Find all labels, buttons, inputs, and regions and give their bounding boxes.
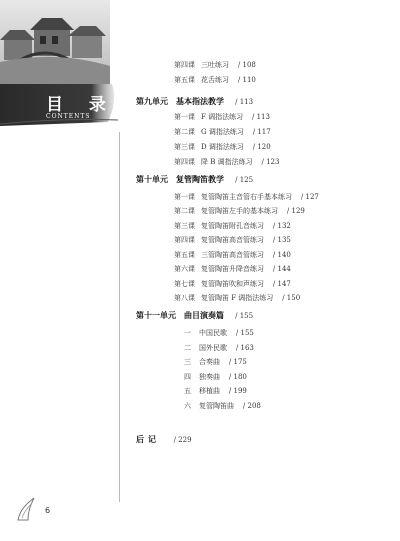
lesson-label: 第七课 [174, 280, 195, 288]
page-ref: / 113 [252, 113, 270, 121]
page-ref: / 125 [235, 176, 254, 184]
item-title: 国外民歌 [199, 344, 227, 352]
page-ref: / 199 [228, 387, 247, 395]
margin-rule [119, 132, 120, 502]
toc-afterword [136, 434, 192, 445]
page-ref: / 150 [282, 294, 301, 302]
lesson-label: 第五课 [174, 76, 195, 84]
toc-lesson [174, 206, 305, 216]
item-label: 三 [184, 358, 191, 366]
toc-lesson [174, 279, 291, 289]
toc-unit-11 [136, 310, 253, 321]
item-label: 四 [184, 373, 191, 381]
toc-lesson [174, 221, 291, 231]
lesson-label: 第五课 [174, 251, 195, 259]
item-title: 中国民歌 [199, 329, 227, 337]
toc-lesson [174, 157, 279, 167]
item-label: 二 [184, 344, 191, 352]
toc-lesson [174, 250, 291, 260]
toc-item [184, 357, 247, 367]
item-title: 移植曲 [199, 387, 220, 395]
item-label: 五 [184, 387, 191, 395]
toc-lesson [174, 75, 256, 85]
toc-lesson [174, 293, 300, 303]
toc-unit-9 [136, 96, 253, 107]
lesson-title: 复管陶笛吹和声练习 [201, 280, 264, 288]
item-title: 合奏曲 [199, 358, 220, 366]
lesson-label: 第三课 [174, 222, 195, 230]
lesson-title: 复管陶笛高音管练习 [201, 236, 264, 244]
toc-lesson [174, 127, 271, 137]
unit-label: 第十单元 [136, 174, 168, 184]
lesson-label: 第三课 [174, 143, 195, 151]
lesson-label: 第二课 [174, 128, 195, 136]
lesson-label: 第四课 [174, 61, 195, 69]
lesson-title: 降 B 调指法练习 [201, 158, 253, 166]
corner-ornament-icon [14, 494, 42, 522]
lesson-label: 第四课 [174, 236, 195, 244]
page-ref: / 135 [272, 236, 291, 244]
toc-lesson [174, 60, 256, 70]
unit-label: 第十一单元 [136, 310, 176, 320]
page-ref: / 123 [261, 158, 280, 166]
unit-title: 基本指法教学 [176, 96, 224, 106]
lesson-label: 第一课 [174, 193, 195, 201]
lesson-title: 复管陶笛 F 调指法练习 [201, 294, 274, 302]
page-ref: / 155 [235, 329, 254, 337]
page-ref: / 108 [237, 61, 256, 69]
lesson-label: 第四课 [174, 158, 195, 166]
lesson-title: G 调指法练习 [201, 128, 244, 136]
page-ref: / 132 [272, 222, 291, 230]
page-ref: / 117 [252, 128, 271, 136]
toc-lesson [174, 142, 271, 152]
toc-lesson [174, 112, 270, 122]
item-title: 独奏曲 [199, 373, 220, 381]
lesson-title: D 调指法练习 [201, 143, 244, 151]
unit-title: 复管陶笛教学 [176, 174, 224, 184]
page-ref: / 147 [272, 280, 291, 288]
lesson-label: 第二课 [174, 207, 195, 215]
toc-title: 目 录 [46, 95, 116, 115]
item-title: 复管陶笛曲 [199, 402, 234, 410]
toc-item [184, 372, 247, 382]
toc-item [184, 401, 261, 411]
lesson-label: 第八课 [174, 294, 195, 302]
toc-lesson [174, 264, 291, 274]
toc-item [184, 328, 254, 338]
page-ref: / 229 [173, 436, 192, 444]
toc-unit-10 [136, 174, 253, 185]
page-ref: / 120 [252, 143, 271, 151]
page-ref: / 129 [286, 207, 305, 215]
toc-item [184, 386, 247, 396]
lesson-label: 第一课 [174, 113, 195, 121]
lesson-title: 复管陶笛主音管右手基本练习 [201, 193, 292, 201]
page-ref: / 144 [272, 265, 291, 273]
page-ref: / 208 [242, 402, 261, 410]
lesson-title: F 调指法练习 [201, 113, 244, 121]
lesson-title: 三吐练习 [201, 61, 229, 69]
lesson-title: 复管陶笛附孔音练习 [201, 222, 264, 230]
toc-subtitle: CONTENTS [46, 113, 91, 120]
lesson-label: 第六课 [174, 265, 195, 273]
toc-lesson [174, 192, 319, 202]
toc-lesson [174, 235, 291, 245]
lesson-title: 复管陶笛升降音练习 [201, 265, 264, 273]
lesson-title: 三管陶笛高音管练习 [201, 251, 264, 259]
unit-title: 曲目演奏篇 [184, 310, 224, 320]
page-number: 6 [45, 506, 51, 515]
lesson-title: 复管陶笛左手的基本练习 [201, 207, 278, 215]
item-label: 一 [184, 329, 191, 337]
page-ref: / 155 [235, 312, 254, 320]
page-ref: / 175 [228, 358, 247, 366]
page-ref: / 163 [235, 344, 254, 352]
afterword-title: 后记 [136, 434, 160, 444]
toc-item [184, 343, 254, 353]
page-ref: / 127 [300, 193, 319, 201]
unit-label: 第九单元 [136, 96, 168, 106]
page-ref: / 113 [235, 98, 254, 106]
page-ref: / 110 [237, 76, 256, 84]
page-ref: / 140 [272, 251, 291, 259]
page-ref: / 180 [228, 373, 247, 381]
item-label: 六 [184, 402, 191, 410]
lesson-title: 花舌练习 [201, 76, 229, 84]
